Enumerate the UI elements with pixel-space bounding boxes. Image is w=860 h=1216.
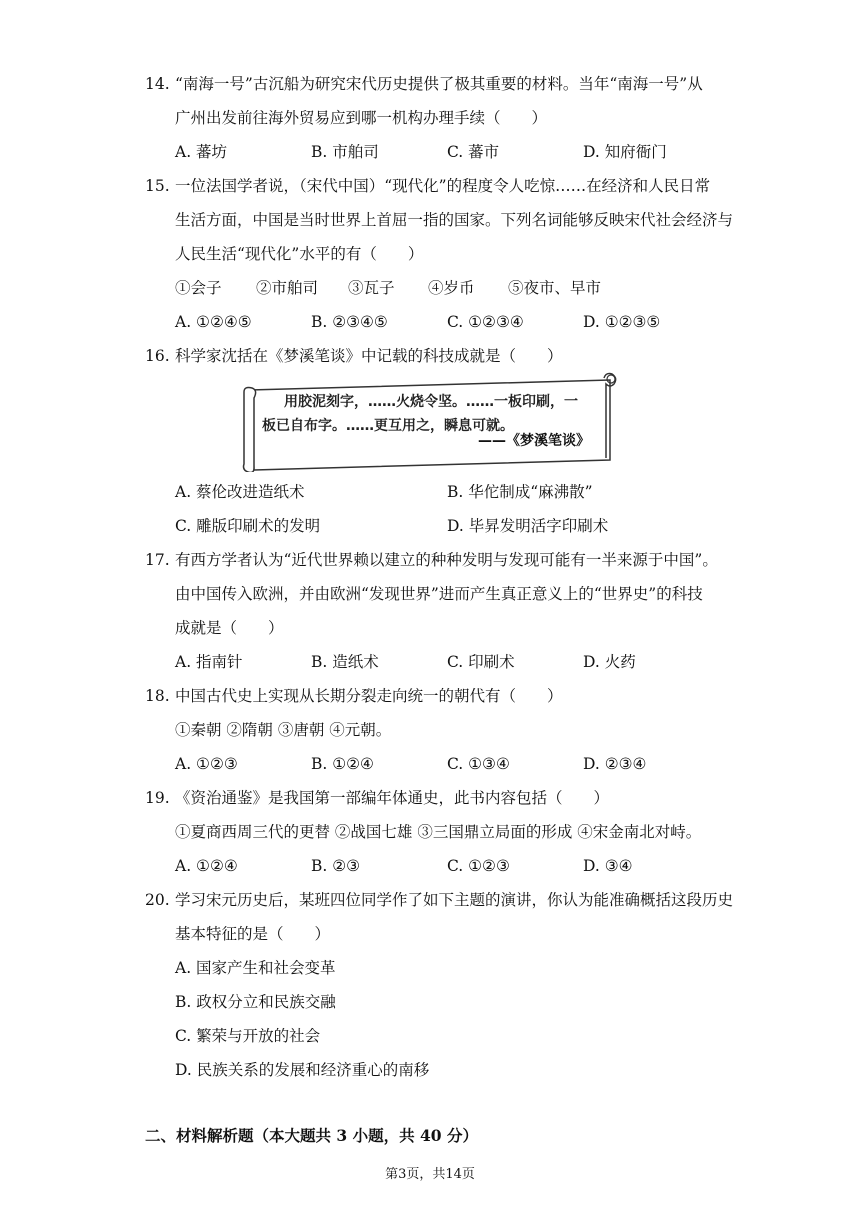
scroll-quote-source: ——《梦溪笔谈》 — [478, 433, 590, 449]
q15-item-1: ①会子 — [175, 279, 222, 297]
q18-option-d: D. ②③④ — [583, 755, 647, 773]
question-14-line-2: 广州出发前往海外贸易应到哪一机构办理手续（ ） — [175, 109, 548, 127]
q16-option-b: B. 华佗制成“麻沸散” — [447, 483, 593, 501]
q15-option-a: A. ①②④⑤ — [175, 313, 252, 331]
q14-option-a: A. 蕃坊 — [175, 143, 228, 161]
q16-option-a: A. 蔡伦改进造纸术 — [175, 483, 305, 501]
q19-option-b: B. ②③ — [311, 857, 361, 875]
q15-option-c: C. ①②③④ — [447, 313, 524, 331]
q17-option-c: C. 印刷术 — [447, 653, 515, 671]
section-heading: 二、材料解析题（本大题共 3 小题，共 40 分） — [145, 1126, 478, 1145]
q18-option-a: A. ①②③ — [175, 755, 238, 773]
q17-option-b: B. 造纸术 — [311, 653, 379, 671]
q18-option-b: B. ①②④ — [311, 755, 374, 773]
question-17-line-2: 由中国传入欧洲，并由欧洲“发现世界”进而产生真正意义上的“世界史”的科技 — [175, 585, 703, 603]
question-15-line-2: 生活方面，中国是当时世界上首屈一指的国家。下列名词能够反映宋代社会经济与 — [175, 211, 734, 229]
question-20-line-2: 基本特征的是（ ） — [175, 925, 331, 943]
scroll-quote-box — [240, 372, 620, 472]
question-19-line-1: 19. 《资治通鉴》是我国第一部编年体通史，此书内容包括（ ） — [145, 789, 610, 807]
q19-option-d: D. ③④ — [583, 857, 633, 875]
q20-option-a: A. 国家产生和社会变革 — [175, 959, 336, 977]
q15-item-4: ④岁币 — [428, 279, 475, 297]
q16-option-d: D. 毕昇发明活字印刷术 — [447, 517, 609, 535]
question-15-line-1: 15. 一位法国学者说，（宋代中国）“现代化”的程度令人吃惊……在经济和人民日常 — [145, 177, 711, 195]
scroll-quote-line-1: 用胶泥刻字，……火烧令坚。……一板印刷，一 — [284, 394, 578, 410]
q18-option-c: C. ①③④ — [447, 755, 510, 773]
page-footer: 第3页，共14页 — [385, 1167, 475, 1182]
q15-item-2: ②市舶司 — [256, 279, 319, 297]
q19-option-a: A. ①②④ — [175, 857, 238, 875]
q15-option-b: B. ②③④⑤ — [311, 313, 388, 331]
q20-option-c: C. 繁荣与开放的社会 — [175, 1027, 321, 1045]
question-18-line-2: ①秦朝 ②隋朝 ③唐朝 ④元朝。 — [175, 721, 392, 739]
q17-option-a: A. 指南针 — [175, 653, 243, 671]
question-15-line-3: 人民生活“现代化”水平的有（ ） — [175, 245, 424, 263]
q15-item-3: ③瓦子 — [348, 279, 395, 297]
q14-option-b: B. 市舶司 — [311, 143, 379, 161]
q15-item-5: ⑤夜市、早市 — [508, 279, 602, 297]
question-17-line-1: 17. 有西方学者认为“近代世界赖以建立的种种发明与发现可能有一半来源于中国”。 — [145, 551, 718, 569]
q15-option-d: D. ①②③⑤ — [583, 313, 661, 331]
question-14-line-1: 14. “南海一号”古沉船为研究宋代历史提供了极其重要的材料。当年“南海一号”从 — [145, 75, 703, 93]
question-17-line-3: 成就是（ ） — [175, 619, 284, 637]
q16-option-c: C. 雕版印刷术的发明 — [175, 517, 321, 535]
question-20-line-1: 20. 学习宋元历史后，某班四位同学作了如下主题的演讲，你认为能准确概括这段历史 — [145, 891, 734, 909]
q17-option-d: D. 火药 — [583, 653, 636, 671]
q20-option-d: D. 民族关系的发展和经济重心的南移 — [175, 1061, 430, 1079]
q14-option-c: C. 蕃市 — [447, 143, 500, 161]
q20-option-b: B. 政权分立和民族交融 — [175, 993, 336, 1011]
question-16-line-1: 16. 科学家沈括在《梦溪笔谈》中记载的科技成就是（ ） — [145, 347, 563, 365]
q14-option-d: D. 知府衙门 — [583, 143, 667, 161]
question-18-line-1: 18. 中国古代史上实现从长期分裂走向统一的朝代有（ ） — [145, 687, 563, 705]
q19-option-c: C. ①②③ — [447, 857, 510, 875]
question-19-line-2: ①夏商西周三代的更替 ②战国七雄 ③三国鼎立局面的形成 ④宋金南北对峙。 — [175, 823, 702, 841]
scroll-quote-line-2: 板已自布字。……更互用之，瞬息可就。 — [262, 418, 514, 434]
